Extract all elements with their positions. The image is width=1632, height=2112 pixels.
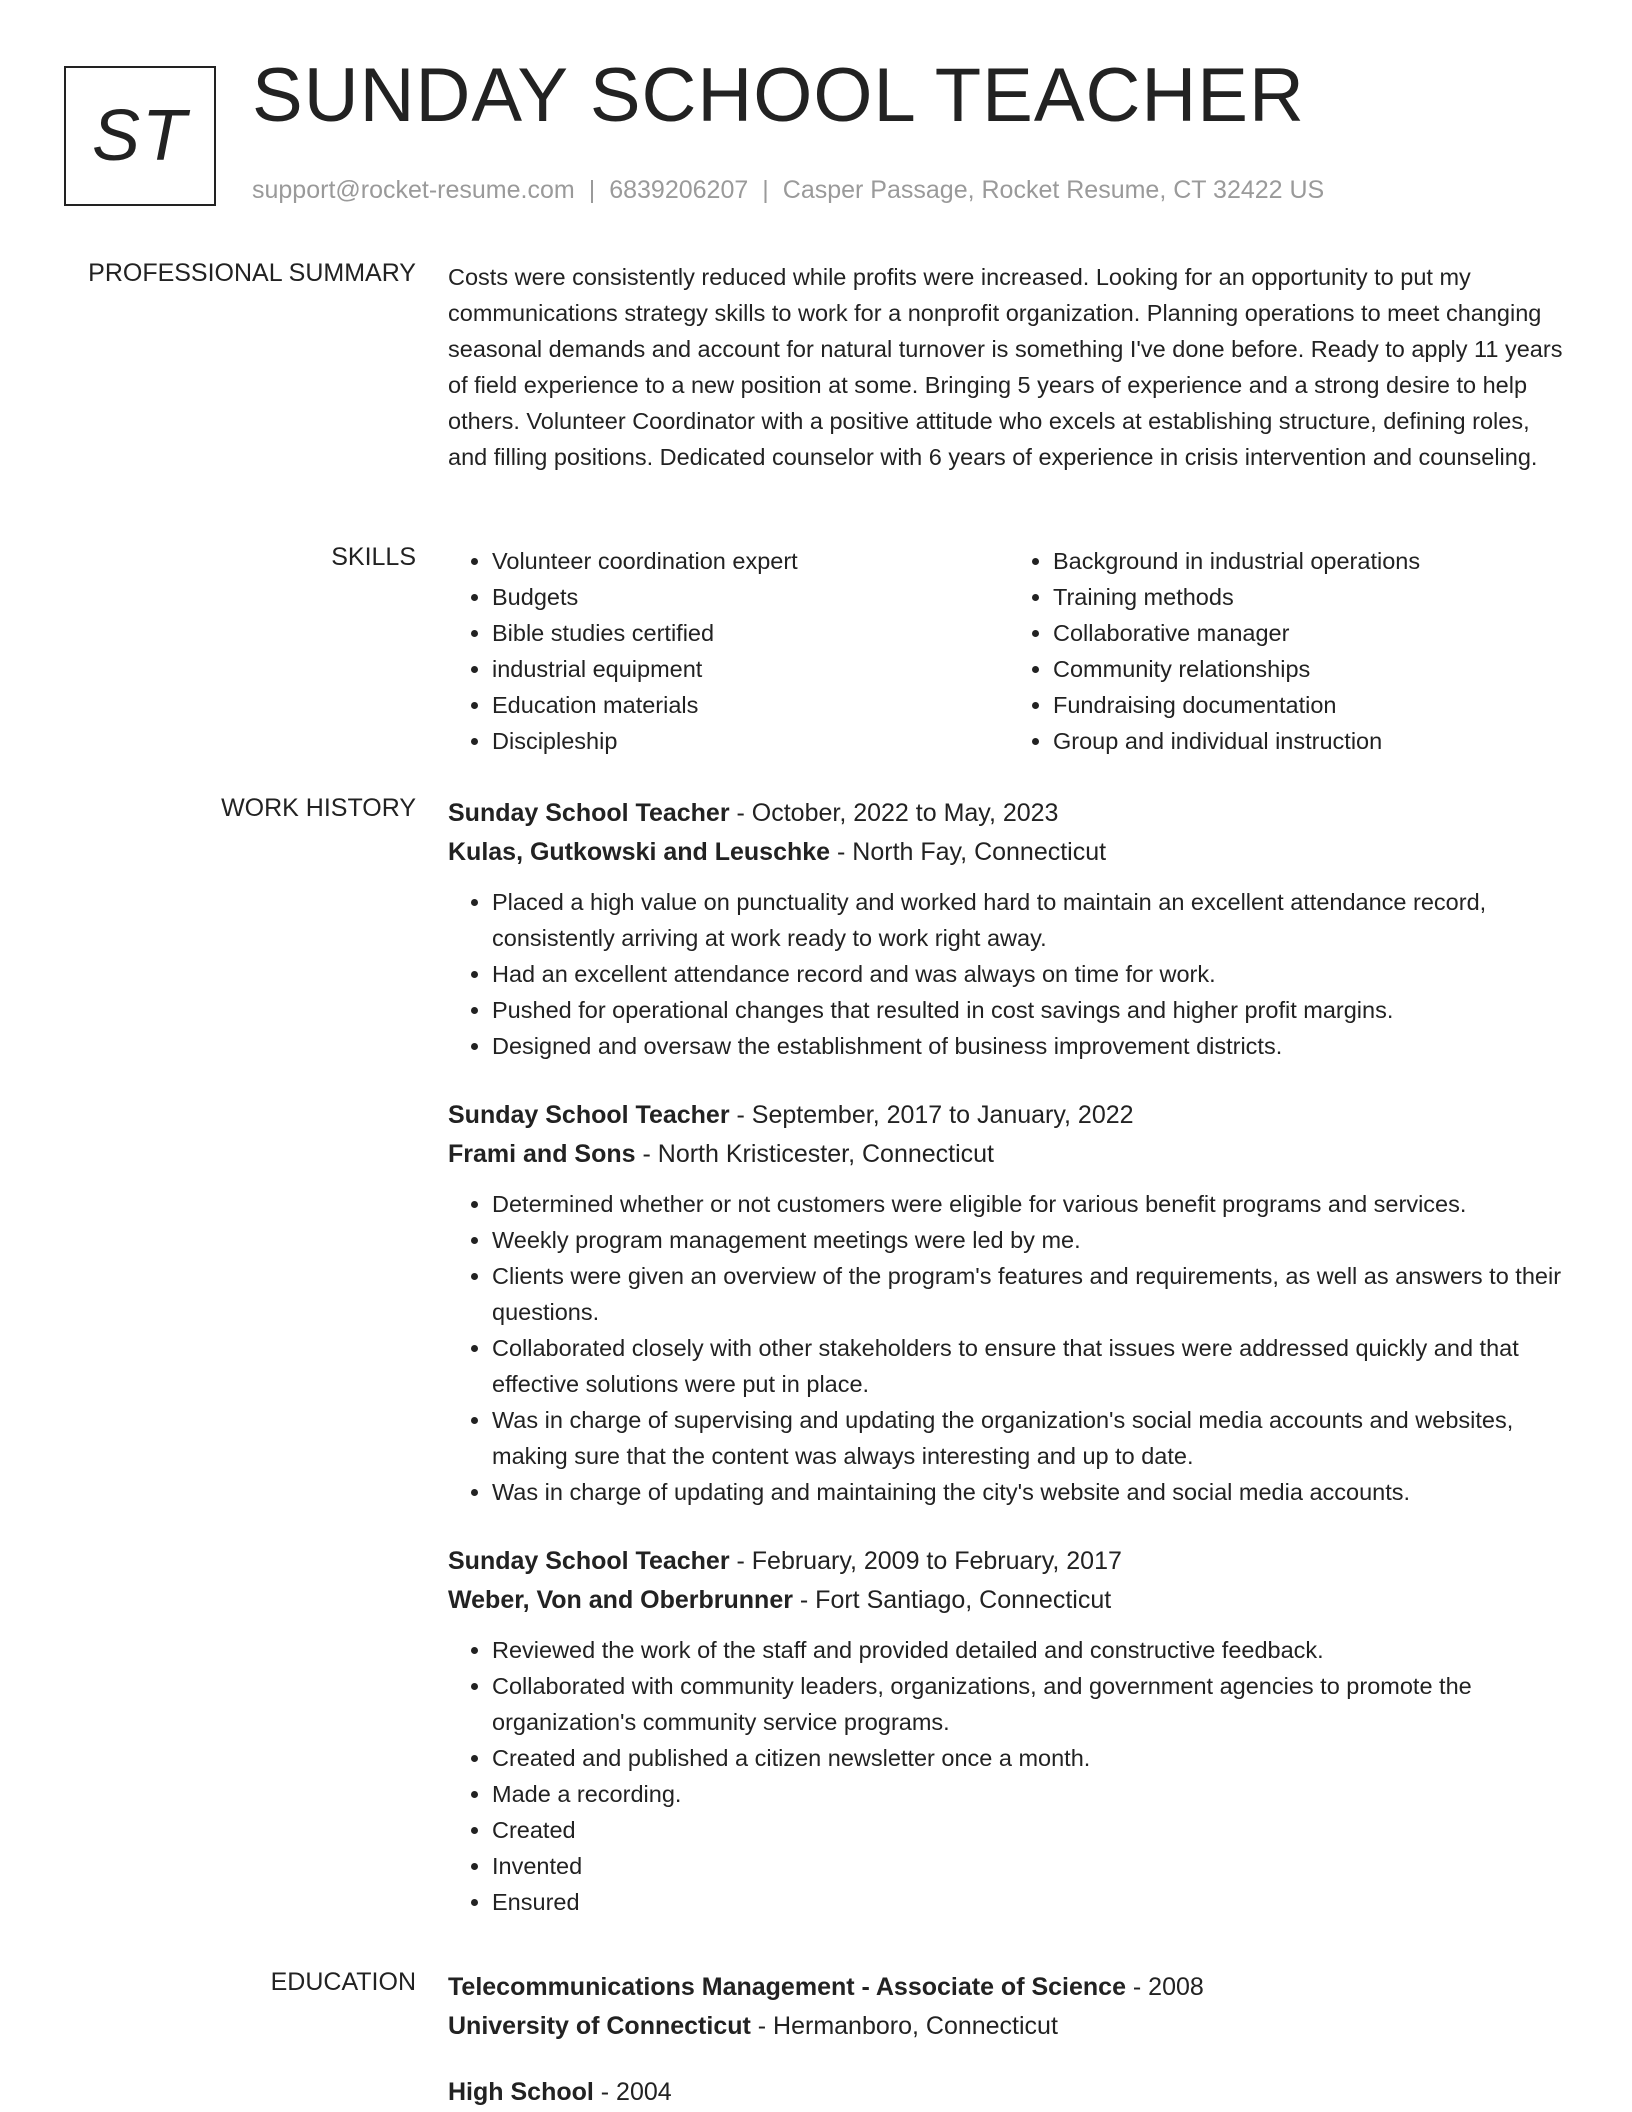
- contact-email: support@rocket-resume.com: [252, 176, 575, 204]
- job-company: Kulas, Gutkowski and Leuschke: [448, 838, 831, 866]
- job-location: - Fort Santiago, Connecticut: [792, 1586, 1112, 1614]
- job-company-line: [448, 1581, 1570, 1620]
- job-bullet: • Placed a high value on punctuality and worked hard to maintain an excellent attendance record, consistently arriving at work ready to work right away.: [492, 884, 1570, 956]
- skill-item: • Budgets: [492, 579, 1009, 615]
- skill-item: • Community relationships: [1053, 651, 1570, 687]
- job-dates: - September, 2017 to January, 2022: [729, 1101, 1134, 1129]
- section-label-summary: PROFESSIONAL SUMMARY: [88, 259, 416, 287]
- job-title: Sunday School Teacher: [448, 1101, 730, 1129]
- education-school-line: [448, 2007, 1570, 2046]
- job-dates: - February, 2009 to February, 2017: [729, 1547, 1122, 1575]
- job-entry: [448, 794, 1570, 1064]
- job-title: Sunday School Teacher: [448, 1547, 730, 1575]
- resume-name: SUNDAY SCHOOL TEACHER: [252, 53, 1305, 138]
- monogram-initials: ST: [64, 66, 216, 206]
- skill-item: • Education materials: [492, 687, 1009, 723]
- job-bullets: [448, 884, 1570, 1064]
- education-degree-line: [448, 1968, 1570, 2007]
- contact-address: Casper Passage, Rocket Resume, CT 32422 US: [782, 176, 1325, 204]
- job-bullet: • Designed and oversaw the establishment of business improvement districts.: [492, 1028, 1570, 1064]
- skill-item: • Group and individual instruction: [1053, 723, 1570, 759]
- job-title-line: [448, 1542, 1570, 1581]
- job-title-line: [448, 794, 1570, 833]
- job-bullet: • Clients were given an overview of the program's features and requirements, as well as answers to their questions.: [492, 1258, 1570, 1330]
- work-history-content: [448, 794, 1570, 1952]
- education-content: [448, 1968, 1570, 2112]
- job-entry: [448, 1096, 1570, 1510]
- job-bullet: • Weekly program management meetings were led by me.: [492, 1222, 1570, 1258]
- education-year: - 2008: [1125, 1973, 1204, 2001]
- skill-item: • Volunteer coordination expert: [492, 543, 1009, 579]
- contact-phone: 6839206207: [609, 176, 749, 204]
- job-bullet: • Made a recording.: [492, 1776, 1570, 1812]
- job-bullet: • Invented: [492, 1848, 1570, 1884]
- skill-item: • industrial equipment: [492, 651, 1009, 687]
- job-bullet: • Pushed for operational changes that resulted in cost savings and higher profit margins.: [492, 992, 1570, 1028]
- job-title-line: [448, 1096, 1570, 1135]
- education-degree: Telecommunications Management - Associate of Science: [448, 1973, 1126, 2001]
- job-bullet: • Reviewed the work of the staff and provided detailed and constructive feedback.: [492, 1632, 1570, 1668]
- job-entry: [448, 1542, 1570, 1920]
- summary-content: [448, 259, 1570, 475]
- contact-separator: |: [588, 176, 596, 204]
- job-bullet: • Ensured: [492, 1884, 1570, 1920]
- job-dates: - October, 2022 to May, 2023: [729, 799, 1059, 827]
- education-year: - 2004: [593, 2078, 672, 2106]
- skill-item: • Training methods: [1053, 579, 1570, 615]
- job-company-line: [448, 833, 1570, 872]
- job-bullet: • Was in charge of supervising and updating the organization's social media accounts and websites, making sure that the content was always interesting and up to date.: [492, 1402, 1570, 1474]
- job-company: Frami and Sons: [448, 1140, 636, 1168]
- skills-columns: [448, 543, 1570, 759]
- skill-item: • Discipleship: [492, 723, 1009, 759]
- job-bullet: • Was in charge of updating and maintaining the city's website and social media accounts.: [492, 1474, 1570, 1510]
- job-title: Sunday School Teacher: [448, 799, 730, 827]
- skill-item: • Background in industrial operations: [1053, 543, 1570, 579]
- education-school: University of Connecticut: [448, 2012, 751, 2040]
- job-bullets: [448, 1632, 1570, 1920]
- section-label-work: WORK HISTORY: [221, 794, 416, 822]
- job-company: Weber, Von and Oberbrunner: [448, 1586, 793, 1614]
- summary-text: Costs were consistently reduced while profits were increased. Looking for an opportunity to put my communications strategy skills to work for a nonprofit organization. Planning operations to meet changing seasonal demands and account for natural turnover is something I've done before. Ready to apply 11 years of field experience to a new position at some. Bringing 5 years of experience and a strong desire to help others. Volunteer Coordinator with a positive attitude who excels at establishing structure, defining roles, and filling positions. Dedicated counselor with 6 years of experience in crisis intervention and counseling.: [448, 264, 1563, 470]
- education-degree-line: [448, 2073, 1570, 2112]
- skills-list-right: [1009, 543, 1570, 759]
- education-degree: High School: [448, 2078, 594, 2106]
- skill-item: • Collaborative manager: [1053, 615, 1570, 651]
- job-location: - North Fay, Connecticut: [830, 838, 1107, 866]
- skills-list-left: [448, 543, 1009, 759]
- education-location: - Hermanboro, Connecticut: [750, 2012, 1058, 2040]
- section-label-education: EDUCATION: [270, 1968, 416, 1996]
- job-bullet: • Created and published a citizen newsletter once a month.: [492, 1740, 1570, 1776]
- skill-item: • Bible studies certified: [492, 615, 1009, 651]
- contact-separator: |: [762, 176, 769, 204]
- job-location: - North Kristicester, Connecticut: [635, 1140, 995, 1168]
- job-bullets: [448, 1186, 1570, 1510]
- job-bullet: • Had an excellent attendance record and was always on time for work.: [492, 956, 1570, 992]
- section-label-skills: SKILLS: [331, 543, 416, 571]
- job-company-line: [448, 1135, 1570, 1174]
- job-bullet: • Determined whether or not customers were eligible for various benefit programs and services.: [492, 1186, 1570, 1222]
- contact-line: [252, 176, 1324, 205]
- job-bullet: • Collaborated with community leaders, organizations, and government agencies to promote the organization's community service programs.: [492, 1668, 1570, 1740]
- job-bullet: • Created: [492, 1812, 1570, 1848]
- skill-item: • Fundraising documentation: [1053, 687, 1570, 723]
- job-bullet: • Collaborated closely with other stakeholders to ensure that issues were addressed quickly and that effective solutions were put in place.: [492, 1330, 1570, 1402]
